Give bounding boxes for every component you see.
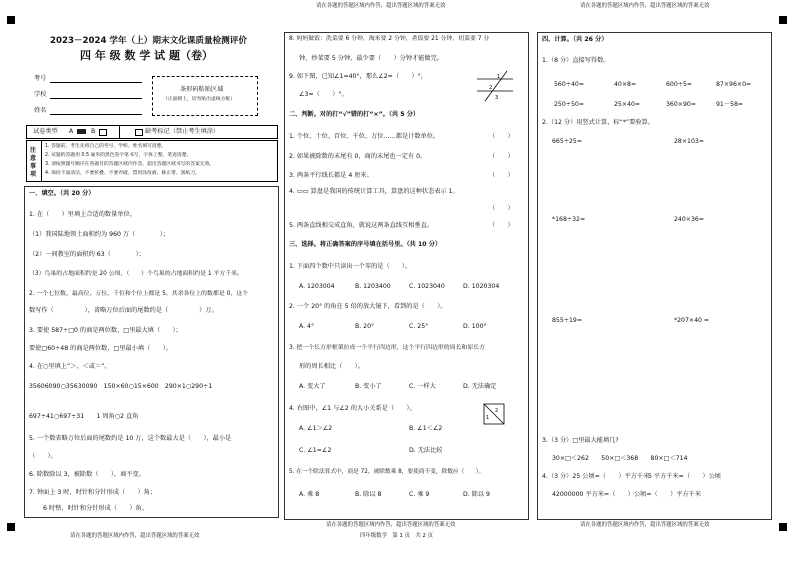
choice-option[interactable]: A. 4° (299, 323, 315, 330)
answer-region-notice: 请在各题的答题区域内作答，超出答题区域的答案无效 (580, 522, 710, 528)
choice-option[interactable]: B. 除以 8 (355, 491, 382, 498)
calc-question: 3.（3 分）□里最大能填几? (542, 437, 619, 444)
question-line: 7. 钟面上 3 时，时针和分针形成（ ）角； (29, 489, 157, 496)
type-b-box[interactable] (99, 129, 107, 136)
choice-option[interactable]: C. 一样大 (409, 383, 436, 390)
choice-question: 3. 把一个长方形框架拉成一个平行四边形，这个平行四边形的周长和原长方 (289, 345, 485, 351)
judge-item: 2. 如果被除数的末尾有 0，商的末尾也一定有 0。 (289, 153, 427, 160)
notes-box (26, 140, 278, 182)
vertical-calc: 28×103= (674, 138, 705, 145)
registration-mark (779, 16, 787, 24)
question-line: 2. 一个七位数，最高位、万位、千位和个位上都是 5，其余各位上的数都是 0，这个 (29, 291, 249, 297)
calc-item: 360×90= (666, 101, 697, 108)
choice-option[interactable]: C. ∠1=∠2 (299, 447, 332, 454)
vertical-calc: 240×36= (674, 216, 705, 223)
svg-text:2: 2 (495, 408, 499, 414)
question-line: 3. 要使 587÷□0 的商是两位数，□里最大填（ ）； (29, 327, 182, 334)
choice-option[interactable]: A. ∠1＞∠2 (299, 425, 333, 432)
calc-item: 250÷50= (554, 101, 585, 108)
judge-item: 5. 两条直线相交成直角，就说这两条直线互相垂直。 (289, 222, 433, 229)
xuexiao-input[interactable] (50, 98, 142, 99)
svg-text:1: 1 (486, 415, 490, 421)
calc-item: 25×40= (614, 101, 641, 108)
note-item: 1. 答题前，考生先将自己的考号、学校、姓名填写清楚。 (45, 144, 167, 149)
question-line: （3）鸟巢的占地面积约是 20 公顷，（ ）个鸟巢的占地面积约是 1 平方千米。 (29, 271, 243, 277)
divider (119, 126, 120, 138)
choice-option[interactable]: D. 100° (463, 323, 487, 330)
question-line: 1. 在（ ）里填上合适的数量单位。 (29, 211, 136, 218)
svg-text:3: 3 (495, 95, 499, 101)
question-line: 钟，炒菜要 5 分钟，最少要（ ）分钟才能做完。 (299, 55, 443, 62)
calc-item: 560÷40= (554, 81, 585, 88)
judge-item: 3. 两条平行线长都是 4 厘米。 (289, 172, 373, 179)
field-xingming-label: 姓名 (34, 107, 47, 114)
section-title: 二、判断。对的打“√”错的打“×”。（共 5 分） (289, 111, 420, 118)
calc-item: 30×□＜262 50×□＜368 80×□＜714 (552, 455, 688, 462)
question-line: 6. 除数除以 3，被除数（ ），商不变。 (29, 471, 145, 478)
exam-title: 2023－2024 学年（上）期末文化课质量检测评价 (50, 36, 247, 46)
choice-option[interactable]: D. 1020304 (463, 283, 500, 290)
choice-question: 1. 下面四个数中只读出一个零的是（ ）。 (289, 263, 412, 270)
notes-title: 注意事项 (30, 147, 37, 178)
question-line: 8. 妈妈做饭：洗菜要 6 分钟，淘米要 2 分钟，煮饭要 21 分钟，切菜要 7 分 (289, 36, 490, 42)
note-item: 2. 试题的答题用 0.5 毫米的黑色签字笔书写，字体工整，笔迹清楚。 (45, 153, 192, 158)
judge-item: 4. ▭▭ 算盘是我国的传统计算工具，算盘的这种状态表示 1。 (289, 188, 459, 195)
question-line: 要使□60÷48 的商是两位数，□里最小填（ ）。 (29, 345, 172, 352)
section-title: 一、填空。（共 20 分） (29, 190, 95, 197)
type-a-box[interactable] (77, 129, 86, 134)
question-line: 35606090○35630090 150×60○15×600 290×1○290÷1 (29, 383, 213, 390)
choice-option[interactable]: C. 乘 9 (409, 491, 430, 498)
answer-region-notice: 请在各题的答题区域内作答，超出答题区域的答案无效 (326, 522, 456, 528)
paper-type-label: 试卷类型 (33, 128, 58, 135)
choice-option[interactable]: B. 1203400 (355, 283, 391, 290)
calc-item: 5 平方千米=（ ）公顷 (648, 473, 721, 480)
judge-item: 1. 个位、十位、百位、千位、万位……都是计数单位。 (289, 133, 440, 140)
calc-item: 42000000 平方米=（ ）公顷=（ ）平方千米 (552, 491, 702, 498)
type-a-label: A (69, 128, 74, 135)
xingming-input[interactable] (50, 114, 142, 115)
vertical-calc: 855÷19= (552, 317, 583, 324)
vertical-calc: *207×40 = (674, 317, 710, 324)
field-xuexiao-label: 学校 (34, 91, 47, 98)
section-title: 四、计算。（共 26 分） (542, 36, 608, 43)
judge-answer[interactable]: （ ） (489, 205, 514, 212)
paper-type-row (26, 125, 278, 139)
calc-item: 91－58= (716, 101, 744, 108)
choice-question: 5. 在一个除法算式中，商是 72，被除数乘 8，要使商不变，除数应（ ）。 (289, 469, 485, 475)
question-line: 6 时整，时针和分针形成（ ）角。 (43, 505, 148, 512)
calc-item: 87×96×0= (716, 81, 752, 88)
calc-question: 1.（8 分）直接写得数。 (542, 57, 610, 64)
notes-title-cell (27, 141, 42, 181)
calc-item: 40×8= (614, 81, 637, 88)
question-line: 5. 一个数省略万位后面的尾数约是 10 万，这个数最大是（ ），最小是 (29, 435, 232, 442)
kaohao-input[interactable] (50, 82, 142, 83)
missing-label: 缺考标记（禁止考生填涂） (145, 128, 220, 135)
calc-question: 4.（3 分）25 公顷=（ ）平方千米 (542, 473, 650, 480)
question-line: （1）我国陆地领土面积约为 960 万（ ）； (29, 231, 170, 238)
choice-question: 2. 一个 20° 的角在 5 倍的放大镜下，看到的是（ ）。 (289, 303, 447, 310)
question-line: 697÷41○697÷31 1 周角○2 直角 (29, 413, 139, 420)
field-kaohao-label: 考号 (34, 75, 47, 82)
section1-box (24, 186, 279, 518)
svg-text:2: 2 (489, 85, 493, 91)
note-item: 4. 保持卡面清洁，不要折叠、不要弄破，禁用涂改液、修正带、刮纸刀。 (45, 171, 200, 176)
question-line: 9. 如下图，已知∠1=40°，那么∠2=（ ）°， (289, 73, 427, 80)
answer-region-notice: 请在各题的答题区域内作答，超出答题区域的答案无效 (580, 3, 710, 9)
barcode-note: （正面朝上，切勿贴出虚线方框） (163, 97, 235, 102)
svg-text:1: 1 (497, 74, 501, 80)
calc-question: 2.（12 分）用竖式计算，标“*”要验算。 (542, 119, 654, 126)
registration-mark (7, 16, 15, 24)
choice-option[interactable]: C. 1023040 (409, 283, 445, 290)
missing-box[interactable] (135, 129, 143, 136)
angle-figure (475, 69, 515, 103)
barcode-area (152, 76, 258, 116)
registration-mark (7, 523, 15, 531)
vertical-calc: *168÷32= (552, 216, 586, 223)
section-title: 三、选择。将正确答案的序号填在括号里。（共 10 分） (289, 241, 442, 248)
section2-3-box (284, 32, 529, 520)
answer-region-notice: 请在各题的答题区域内作答，超出答题区域的答案无效 (70, 533, 200, 539)
choice-option[interactable]: B. ∠1＜∠2 (409, 425, 443, 432)
choice-option[interactable]: A. 1203004 (299, 283, 335, 290)
judge-answer[interactable]: （ ） (489, 133, 514, 140)
type-b-label: B (91, 128, 96, 135)
section4-box (537, 32, 772, 520)
choice-option[interactable]: D. 无法比较 (409, 447, 443, 454)
choice-option[interactable]: D. 无法确定 (463, 383, 497, 390)
exam-subtitle: 四 年 级 数 学 试 题（卷） (80, 49, 213, 62)
page-number: 四年级数学 第 1 页 共 2 页 (360, 533, 434, 539)
calc-item: 600÷5= (666, 81, 693, 88)
choice-option[interactable]: A. 变大了 (299, 383, 326, 390)
question-line: ∠3=（ ）°。 (299, 91, 348, 98)
question-line: 数写作（ ），省略万位后面的尾数约是（ ）万。 (29, 307, 218, 314)
answer-region-notice: 请在各题的答题区域内作答，超出答题区域的答案无效 (316, 3, 446, 9)
angle-relation-figure (481, 401, 507, 427)
choice-option[interactable]: B. 20° (355, 323, 375, 330)
registration-mark (779, 523, 787, 531)
judge-answer[interactable]: （ ） (489, 222, 514, 229)
question-line: 4. 在○里填上“＞、＜或＝”。 (29, 363, 111, 370)
choice-option[interactable]: D. 除以 9 (463, 491, 490, 498)
question-line: （2）一间教室的面积约 63（ ）； (29, 251, 145, 258)
choice-option[interactable]: A. 乘 8 (299, 491, 320, 498)
choice-option[interactable]: B. 变小了 (355, 383, 382, 390)
judge-answer[interactable]: （ ） (489, 172, 514, 179)
note-item: 3. 请按照题号顺序在各题目的答题区域内作答，超出答题区域书写的答案无效。 (45, 162, 215, 167)
choice-question: 4. 右图中，∠1 与∠2 的大小关系是（ ）。 (289, 405, 416, 412)
choice-question: 形的周长相比（ ）。 (299, 363, 364, 370)
barcode-title: 条形码粘贴区域 (180, 86, 224, 93)
vertical-calc: 665÷25= (552, 138, 583, 145)
judge-answer[interactable]: （ ） (489, 153, 514, 160)
question-line: （ ）。 (29, 453, 57, 460)
choice-option[interactable]: C. 25° (409, 323, 429, 330)
